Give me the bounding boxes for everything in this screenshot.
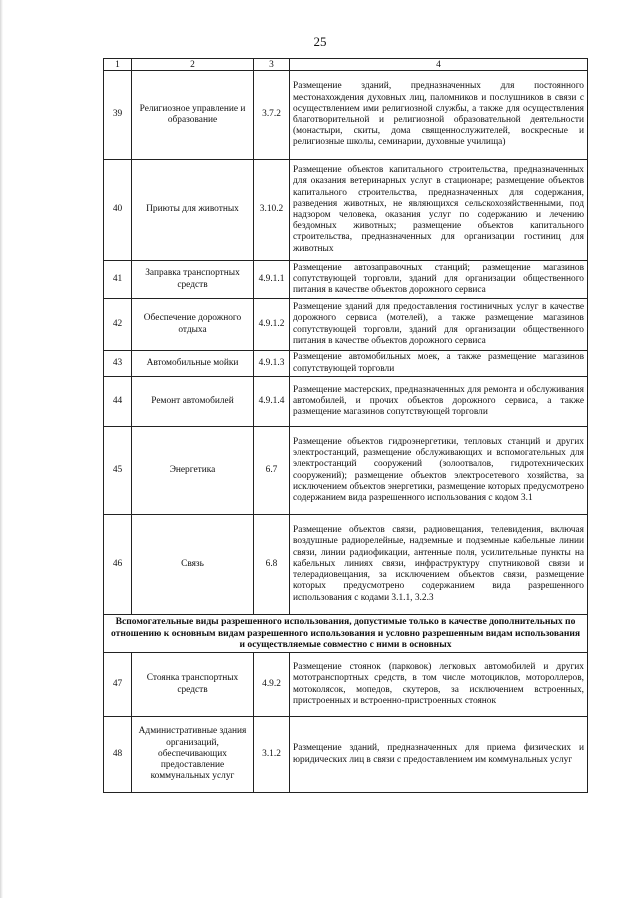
- use-code: 4.9.1.4: [254, 377, 290, 427]
- header-col-1: 1: [104, 59, 132, 71]
- row-number: 45: [104, 427, 132, 515]
- use-name: Энергетика: [132, 427, 254, 515]
- scan-edge: [0, 0, 3, 898]
- row-number: 44: [104, 377, 132, 427]
- use-name: Приюты для животных: [132, 160, 254, 261]
- use-name: Автомобильные мойки: [132, 351, 254, 377]
- table-row: [104, 653, 588, 717]
- section-header-row: [104, 615, 588, 653]
- header-col-2: 2: [132, 59, 254, 71]
- use-description: Размещение стоянок (парковок) легковых автомобилей и других мототранспортных средств, в том числе мотоциклов, мотороллеров, мотоколясок, мопедов, скутеров, за исключением встроенных, пристроенных и встроенно-пристроенных стоянок: [290, 653, 588, 717]
- table-row: [104, 717, 588, 793]
- use-description: Размещение объектов гидроэнергетики, тепловых станций и других электростанций, размещение обслуживающих и вспомогательных для электростанций сооружений (золоотвалов, гидротехнических сооружений); размещение объектов электросетевого хозяйства, за исключением объектов энергетики, размещение которых предусмотрено содержанием вида разрешенного использования с кодом 3.1: [290, 427, 588, 515]
- row-number: 39: [104, 71, 132, 160]
- use-code: 6.7: [254, 427, 290, 515]
- table-header-row: [104, 59, 588, 71]
- table-row: [104, 515, 588, 615]
- use-description: Размещение зданий, предназначенных для приема физических и юридических лиц в связи с предоставлением им коммунальных услуг: [290, 717, 588, 793]
- use-name: Заправка транспортных средств: [132, 261, 254, 299]
- row-number: 47: [104, 653, 132, 717]
- table-row: [104, 427, 588, 515]
- use-name: Связь: [132, 515, 254, 615]
- header-col-3: 3: [254, 59, 290, 71]
- row-number: 46: [104, 515, 132, 615]
- table-row: [104, 160, 588, 261]
- use-code: 3.10.2: [254, 160, 290, 261]
- table-row: [104, 71, 588, 160]
- row-number: 43: [104, 351, 132, 377]
- use-name: Религиозное управление и образование: [132, 71, 254, 160]
- table-row: [104, 351, 588, 377]
- use-code: 4.9.2: [254, 653, 290, 717]
- use-code: 4.9.1.1: [254, 261, 290, 299]
- table-row: [104, 377, 588, 427]
- use-description: Размещение зданий, предназначенных для постоянного местонахождения духовных лиц, паломников и послушников в связи с осуществлением ими религиозной службы, а также для осуществления благотворительной и религиозной образовательной деятельности (монастыри, скиты, дома священнослужителей, воскресные и религиозные школы, семинарии, духовные училища): [290, 71, 588, 160]
- use-name: Стоянка транспортных средств: [132, 653, 254, 717]
- header-col-4: 4: [290, 59, 588, 71]
- use-description: Размещение объектов капитального строительства, предназначенных для оказания ветеринарных услуг в стационаре; размещение объектов капитального строительства, предназначенных для содержания, разведения животных, не являющихся сельскохозяйственными, под надзором человека, оказания услуг по содержанию и лечению бездомных животных; размещение объектов капитального строительства, предназначенных для организации гостиниц для животных: [290, 160, 588, 261]
- use-code: 3.1.2: [254, 717, 290, 793]
- section-title: Вспомогательные виды разрешенного использования, допустимые только в качестве дополнительных по отношению к основным видам разрешенного использования и условно разрешенным видам использования и осуществляемые совместно с ними в основных: [104, 615, 588, 653]
- row-number: 48: [104, 717, 132, 793]
- use-code: 6.8: [254, 515, 290, 615]
- page-number: 25: [313, 34, 327, 49]
- use-code: 4.9.1.2: [254, 299, 290, 351]
- land-use-table: [103, 58, 588, 793]
- use-name: Ремонт автомобилей: [132, 377, 254, 427]
- use-description: Размещение зданий для предоставления гостиничных услуг в качестве дорожного сервиса (мотелей), а также размещение магазинов сопутствующей торговли, зданий для организации общественного питания в качестве объектов дорожного сервиса: [290, 299, 588, 351]
- row-number: 42: [104, 299, 132, 351]
- use-name: Административные здания организаций, обеспечивающих предоставление коммунальных услуг: [132, 717, 254, 793]
- use-description: Размещение мастерских, предназначенных для ремонта и обслуживания автомобилей, и прочих объектов дорожного сервиса, а также размещение магазинов сопутствующей торговли: [290, 377, 588, 427]
- row-number: 41: [104, 261, 132, 299]
- table-row: [104, 261, 588, 299]
- use-name: Обеспечение дорожного отдыха: [132, 299, 254, 351]
- use-description: Размещение автозаправочных станций; размещение магазинов сопутствующей торговли, зданий для организации общественного питания в качестве объектов дорожного сервиса: [290, 261, 588, 299]
- use-description: Размещение автомобильных моек, а также размещение магазинов сопутствующей торговли: [290, 351, 588, 377]
- use-description: Размещение объектов связи, радиовещания, телевидения, включая воздушные радиорелейные, надземные и подземные кабельные линии связи, линии радиофикации, антенные поля, усилительные пункты на кабельных линиях связи, инфраструктуру спутниковой связи и телерадиовещания, за исключением объектов связи, размещение которых предусмотрено содержанием вида разрешенного использования с кодами 3.1.1, 3.2.3: [290, 515, 588, 615]
- use-code: 3.7.2: [254, 71, 290, 160]
- table-row: [104, 299, 588, 351]
- use-code: 4.9.1.3: [254, 351, 290, 377]
- row-number: 40: [104, 160, 132, 261]
